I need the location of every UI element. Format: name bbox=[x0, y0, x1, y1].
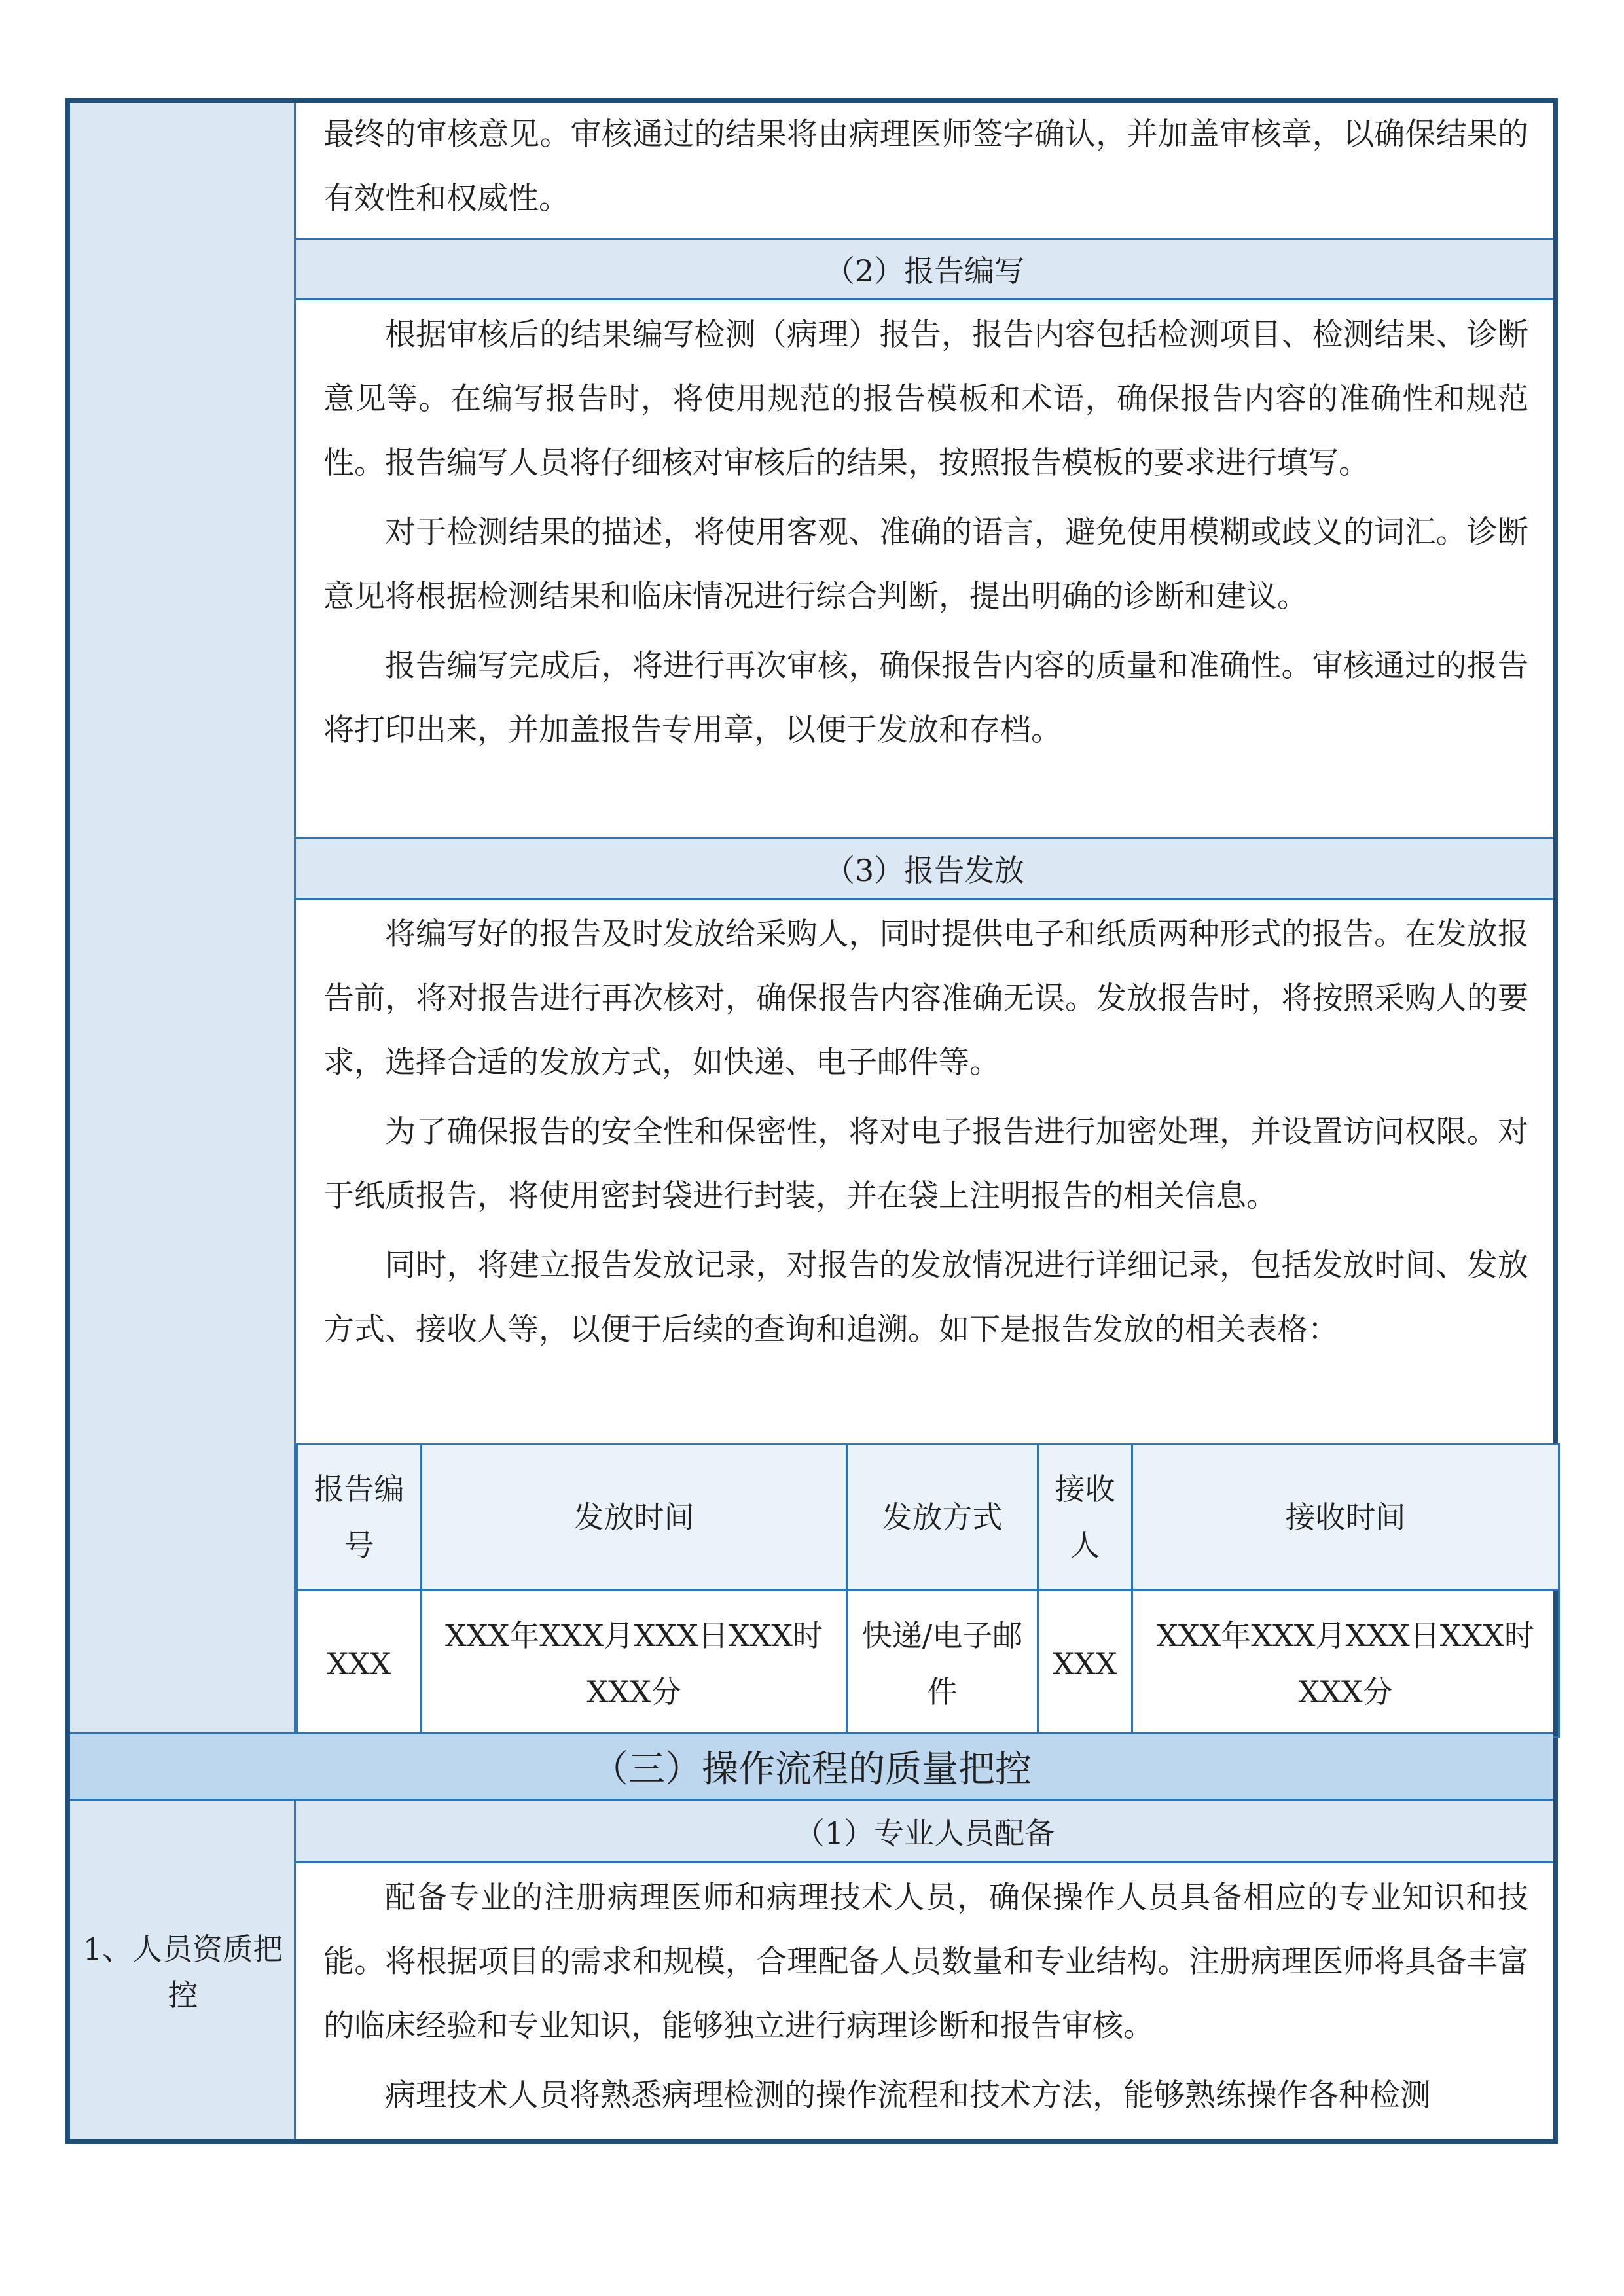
report-distribution-text bbox=[296, 900, 1553, 1443]
personnel-text bbox=[296, 1863, 1553, 2144]
section-title-bar: （三）操作流程的质量把控 bbox=[70, 1732, 1553, 1801]
report-distribution-paragraph: 同时，将建立报告发放记录，对报告的发放情况进行详细记录，包括发放时间、发放方式、接收人等，以便于后续的查询和追溯。如下是报告发放的相关表格： bbox=[323, 1247, 1528, 1348]
report-writing-paragraph: 根据审核后的结果编写检测（病理）报告，报告内容包括检测项目、检测结果、诊断意见等。在编写报告时，将使用规范的报告模板和术语，确保报告内容的准确性和规范性。报告编写人员将仔细核对审核后的结果，按照报告模板的要求进行填写。 bbox=[323, 317, 1528, 481]
personnel-paragraph: 配备专业的注册病理医师和病理技术人员，确保操作人员具备相应的专业知识和技能。将根据项目的需求和规模，合理配备人员数量和专业结构。注册病理医师将具备丰富的临床经验和专业知识，能够独立进行病理诊断和报告审核。 bbox=[323, 1880, 1528, 2044]
intro-paragraph: 最终的审核意见。审核通过的结果将由病理医师签字确认，并加盖审核章，以确保结果的有效性和权威性。 bbox=[323, 117, 1528, 217]
distribution-table bbox=[296, 1443, 1560, 1738]
table-cell: XXX bbox=[297, 1590, 422, 1738]
intro-text bbox=[296, 103, 1553, 238]
table-header-cell: 发放方式 bbox=[847, 1444, 1038, 1590]
table-row bbox=[297, 1590, 1559, 1738]
table-cell: 快递/电子邮件 bbox=[847, 1590, 1038, 1738]
personnel-heading: （1）专业人员配备 bbox=[296, 1801, 1553, 1863]
report-distribution-paragraph: 将编写好的报告及时发放给采购人，同时提供电子和纸质两种形式的报告。在发放报告前，将对报告进行再次核对，确保报告内容准确无误。发放报告时，将按照采购人的要求，选择合适的发放方式，如快递、电子邮件等。 bbox=[323, 916, 1528, 1081]
report-writing-text bbox=[296, 300, 1553, 903]
table-header-cell: 接收时间 bbox=[1132, 1444, 1559, 1590]
table-header-cell: 接收人 bbox=[1038, 1444, 1132, 1590]
table-header-cell: 发放时间 bbox=[422, 1444, 847, 1590]
report-distribution-paragraph: 为了确保报告的安全性和保密性，将对电子报告进行加密处理，并设置访问权限。对于纸质报告，将使用密封袋进行封装，并在袋上注明报告的相关信息。 bbox=[323, 1114, 1528, 1214]
personnel-row-label: 1、人员资质把控 bbox=[82, 1931, 283, 2013]
report-writing-paragraph: 对于检测结果的描述，将使用客观、准确的语言，避免使用模糊或歧义的词汇。诊断意见将根据检测结果和临床情况进行综合判断，提出明确的诊断和建议。 bbox=[323, 514, 1528, 615]
report-writing-paragraph: 报告编写完成后，将进行再次审核，确保报告内容的质量和准确性。审核通过的报告将打印出来，并加盖报告专用章，以便于发放和存档。 bbox=[323, 648, 1528, 748]
report-writing-heading: （2）报告编写 bbox=[296, 238, 1553, 300]
document-frame bbox=[65, 98, 1558, 2144]
table-cell: XXX年XXX月XXX日XXX时XXX分 bbox=[422, 1590, 847, 1738]
table-cell: XXX年XXX月XXX日XXX时XXX分 bbox=[1132, 1590, 1559, 1738]
table-header-row bbox=[297, 1444, 1559, 1590]
table-cell: XXX bbox=[1038, 1590, 1132, 1738]
personnel-paragraph: 病理技术人员将熟悉病理检测的操作流程和技术方法，能够熟练操作各种检测 bbox=[385, 2077, 1431, 2113]
report-distribution-heading: （3）报告发放 bbox=[296, 837, 1553, 900]
table-header-cell: 报告编号 bbox=[297, 1444, 422, 1590]
